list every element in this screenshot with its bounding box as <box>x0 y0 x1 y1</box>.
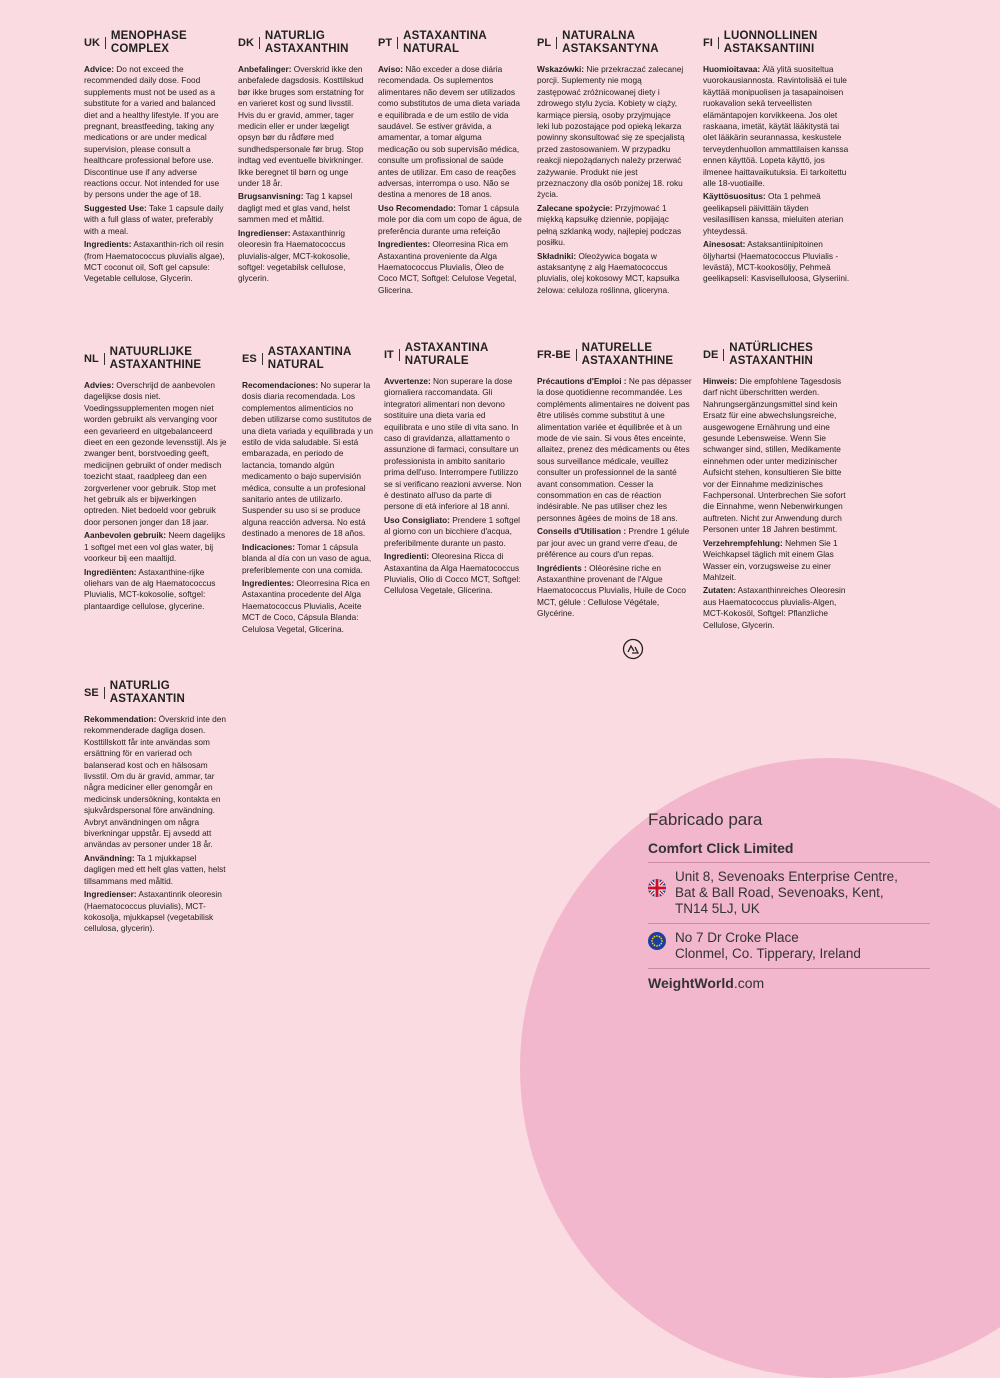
section-code: FI <box>703 37 719 49</box>
section-title: NATÜRLICHES ASTAXANTHIN <box>729 342 814 367</box>
section-code: IT <box>384 349 400 361</box>
recycle-icon <box>622 638 644 660</box>
section-body: Précautions d'Emploi : Ne pas dépasser la dose quotidienne recommandée. Les compléments alimentaires ne doivent pas être utilisés comme substitut à une alimentation variée et équilibrée et à un mode de vie sain. Si vous êtes enceinte, allaitez, prenez des médicaments ou êtes sous surveillance médicale, veuillez consulter un professionnel de la santé avant consommation. Cesser la consommation en cas de réaction indésirable. Ne pas utiliser chez les personnes âgées de moins de 18 ans. Conseils d'Utilisation : Prendre 1 gélule par jour avec un grand verre d'eau, de préférence au cours d'un repas. Ingrédients : Oléorésine riche en Astaxanthine provenant de l'Algue Haematococcus Pluvialis, Huile de Coco MCT, gélule : Cellulose Végétale, Glycérine. <box>537 376 692 619</box>
section-title: NATURLIG ASTAXANTHIN <box>264 30 349 55</box>
website-link[interactable]: WeightWorld.com <box>648 975 765 991</box>
section-pt <box>378 30 523 298</box>
section-code: UK <box>84 37 106 49</box>
section-title: MENOPHASE COMPLEX <box>110 30 187 55</box>
section-code: ES <box>242 353 263 365</box>
section-code: FR-BE <box>537 349 577 361</box>
ie-address <box>648 924 930 969</box>
section-dk <box>238 30 366 287</box>
section-se <box>84 680 227 937</box>
made-for-label: Fabricado para <box>648 810 763 829</box>
section-title: ASTAXANTINA NATURALE <box>404 342 489 367</box>
section-title: NATURELLE ASTAXANTHINE <box>581 342 674 367</box>
address-line: Unit 8, Sevenoaks Enterprise Centre, <box>675 869 898 884</box>
section-de <box>703 342 853 633</box>
section-title: ASTAXANTINA NATURAL <box>267 346 352 371</box>
address-line: No 7 Dr Croke Place <box>675 930 799 945</box>
address-line: TN14 5LJ, UK <box>675 901 760 916</box>
section-title: LUONNOLLINEN ASTAKSANTIINI <box>723 30 818 55</box>
section-title: NATUURLIJKE ASTAXANTHINE <box>109 346 202 371</box>
address-line: Clonmel, Co. Tipperary, Ireland <box>675 946 861 961</box>
uk-flag-icon <box>648 879 666 897</box>
section-body: Advice: Do not exceed the recommended daily dose. Food supplements must not be used as a substitute for a varied and balanced diet and a healthy lifestyle. If you are pregnant, breastfeeding, taking any medications or are under medical supervision, please consult a healthcare professional before use. Discontinue use if any adverse reactions occur. Not intended for use by persons under the age of 18. Suggested Use: Take 1 capsule daily with a full glass of water, preferably with a meal. Ingredients: Astaxanthin-rich oil resin (from Haematococcus pluvialis algae), MCT coconut oil, Soft gel capsule: Vegetable cellulose, Glycerin. <box>84 64 225 284</box>
uk-address <box>648 863 930 924</box>
section-code: PT <box>378 37 398 49</box>
section-nl <box>84 346 227 614</box>
section-body: Advies: Overschrijd de aanbevolen dagelijkse dosis niet. Voedingssupplementen mogen niet worden gebruikt als vervanging voor een gevarieerd en uitgebalanceerd dieet en een gezonde levensstijl. Als je zwanger bent, borstvoeding geeft, medicijnen gebruikt of onder medisch toezicht staat, raadpleeg dan een zorgverlener voor gebruik. Stop met het gebruik als er bijwerkingen optreden. Niet bedoeld voor gebruik door personen jonger dan 18 jaar. Aanbevolen gebruik: Neem dagelijks 1 softgel met een vol glas water, bij voorkeur bij een maaltijd. Ingrediënten: Astaxanthine-rijke oliehars van de alg Haematococcus Pluvialis, MCT-kokosolie, softgel: plantaardige cellulose, glycerine. <box>84 380 227 611</box>
section-body: Rekommendation: Överskrid inte den rekommenderade dagliga dosen. Kosttillskott får inte användas som ersättning för en varierad och balanserad kost och en hälsosam livsstil. Om du är gravid, ammar, tar några mediciner eller genomgår en medicinsk undersökning, kontakta en sjukvårdspersonal före användning. Avbryt användningen om några biverkningar uppstår. Ej avsedd att användas av personer under 18 år. Användning: Ta 1 mjukkapsel dagligen med ett helt glas vatten, helst tillsammans med måltid. Ingredienser: Astaxantinrik oleoresin (Haematococcus pluvialis), MCT-kokosolja, mjukkapsel (vegetabilisk cellulosa, glycerin). <box>84 714 227 934</box>
section-code: PL <box>537 37 557 49</box>
section-body: Anbefalinger: Overskrid ikke den anbefalede dagsdosis. Kosttilskud bør ikke bruges som erstatning for en varieret kost og sund livsstil. Hvis du er gravid, ammer, tager medicin eller er under lægeligt opsyn bør du rådføre med sundhedspersonale før brug. Stop indtag ved eventuelle bivirkninger. Ikke beregnet til børn og unge under 18 år. Brugsanvisning: Tag 1 kapsel dagligt med et glas vand, helst sammen med et måltid. Ingredienser: Astaxanthinrig oleoresin fra Haematococcus pluvialis-alger, MCT-kokosolie, softgel: vegetabilsk cellulose, glycerin. <box>238 64 364 284</box>
section-it <box>384 342 522 599</box>
section-title: ASTAXANTINA NATURAL <box>403 30 487 55</box>
section-body: Aviso: Não exceder a dose diária recomendada. Os suplementos alimentares não devem ser utilizados como substitutos de uma dieta variada e equilibrada e de um estilo de vida saudável. Se estiver grávida, a amamentar, a tomar alguma medicação ou sob supervisão médica, consulte um profissional de saúde antes de utilizar. Em caso de reações adversas, interrompa o uso. Não se destina a menores de 18 anos. Uso Recomendado: Tomar 1 cápsula mole por dia com um copo de água, de preferência durante uma refeição Ingredientes: Oleorresina Rica em Astaxantina proveniente da Alga Haematococcus Pluvialis, Óleo de Coco MCT, Softgel: Celulose Vegetal, Glicerina. <box>378 64 522 295</box>
section-title: NATURLIG ASTAXANTIN <box>109 680 185 705</box>
section-body: Wskazówki: Nie przekraczać zalecanej porcji. Suplementy nie mogą zastępować zróżnicowanej diety i zdrowego stylu życia. Kobiety w ciąży, karmiące piersią, osoby przyjmujące leki lub pozostające pod opieką lekarza powinny skonsultować się ze specjalistą przed zastosowaniem. W przypadku reakcji niepożądanych należy przerwać zażywanie. Produkt nie jest przeznaczony dla osób poniżej 18. roku życia. Zalecane spożycie: Przyjmować 1 miękką kapsułkę dziennie, popijając pełną szklanką wody, najlepiej podczas posiłku. Składniki: Oleożywica bogata w astaksantynę z alg Haematococcus pluvialis, olej kokosowy MCT, kapsułka żelowa: celuloza roślinna, gliceryna. <box>537 64 685 295</box>
section-code: DE <box>703 349 724 361</box>
section-body: Hinweis: Die empfohlene Tagesdosis darf nicht überschritten werden. Nahrungsergänzungsmittel sind kein Ersatz für eine abwechslungsreiche, ausgewogene Ernährung und eine gesunde Lebensweise. Wenn Sie schwanger sind, stillen, Medikamente einnehmen oder unter medizinischer Aufsicht stehen, konsultieren Sie bitte vor der Einnahme medizinisches Fachpersonal. Unterbrechen Sie sofort die Einnahme, wenn Nebenwirkungen auftreten. Nicht zur Anwendung durch Personen unter 18 Jahren bestimmt. Verzehrempfehlung: Nehmen Sie 1 Weichkapsel täglich mit einem Glas Wasser ein, vorzugsweise zu einer Mahlzeit. Zutaten: Astaxanthinreiches Oleoresin aus Haematococcus pluvialis-Algen, MCT-Kokosöl, Softgel: Pflanzliche Cellulose, Glycerin. <box>703 376 846 630</box>
section-code: SE <box>84 687 105 699</box>
section-fi <box>703 30 853 287</box>
address-line: Bat & Ball Road, Sevenoaks, Kent, <box>675 885 884 900</box>
manufacturer-panel <box>648 810 930 991</box>
section-pl <box>537 30 685 298</box>
section-es <box>242 346 378 637</box>
section-fr-be <box>537 342 695 622</box>
section-uk <box>84 30 227 287</box>
section-body: Huomioitavaa: Älä ylitä suositeltua vuorokausiannosta. Ravintolisää ei tule käyttää monipuolisen ja tasapainoisen ruokavalion sekä terveellisten elämäntapojen korvikkeena. Jos olet raskaana, imetät, käytät lääkitystä tai olet lääkärin seurannassa, keskustele terveydenhuollon ammattilaisen kanssa ennen käyttöä. Lopeta käyttö, jos ilmenee haittavaikutuksia. Ei tarkoitettu alle 18-vuotiaille. Käyttösuositus: Ota 1 pehmeä geelikapseli päivittäin täyden vesilasillisen kanssa, mieluiten aterian yhteydessä. Ainesosat: Astaksantiinipitoinen öljyhartsi (Haematococcus Pluvialis -levästä), MCT-kookosöljy, Pehmeä geelikapseli: Kasviselluloosa, Glyseriini. <box>703 64 850 284</box>
company-name: Comfort Click Limited <box>648 840 930 863</box>
section-body: Recomendaciones: No superar la dosis diaria recomendada. Los complementos alimenticios no deben utilizarse como sustitutos de una dieta variada y equilibrada y un estilo de vida saludable. Si está embarazada, en periodo de lactancia, tomando algún medicamento o bajo supervisión médica, consulte a un profesional sanitario antes de utilizarlo. Suspender su uso si se produce alguna reacción adversa. No está destinado a menores de 18 años. Indicaciones: Tomar 1 cápsula blanda al día con un vaso de agua, preferiblemente con una comida. Ingredientes: Oleorresina Rica en Astaxantina procedente del Alga Haematococcus Pluvialis, Aceite MCT de Coco, Cápsula Blanda: Celulosa Vegetal, Glicerina. <box>242 380 373 634</box>
eu-flag-icon <box>648 932 666 950</box>
section-code: NL <box>84 353 105 365</box>
section-code: DK <box>238 37 260 49</box>
section-body: Avvertenze: Non superare la dose giornaliera raccomandata. Gli integratori alimentari non devono sostituire una dieta varia ed equilibrata e uno stile di vita sano. In caso di gravidanza, allattamento o assunzione di farmaci, consultare un professionista in ambito sanitario prima dell'uso. Interrompere l'utilizzo se si verificano reazioni avverse. Non è destinato all'uso da parte di persone di età inferiore al 18 anni. Uso Consigliato: Prendere 1 softgel al giorno con un bicchiere d'acqua, preferibilmente durante un pasto. Ingredienti: Oleoresina Ricca di Astaxantina da Alga Haematococcus Pluvialis, Olio di Cocco MCT, Softgel: Cellulosa Vegetale, Glicerina. <box>384 376 522 596</box>
section-title: NATURALNA ASTAKSANTYNA <box>562 30 659 55</box>
